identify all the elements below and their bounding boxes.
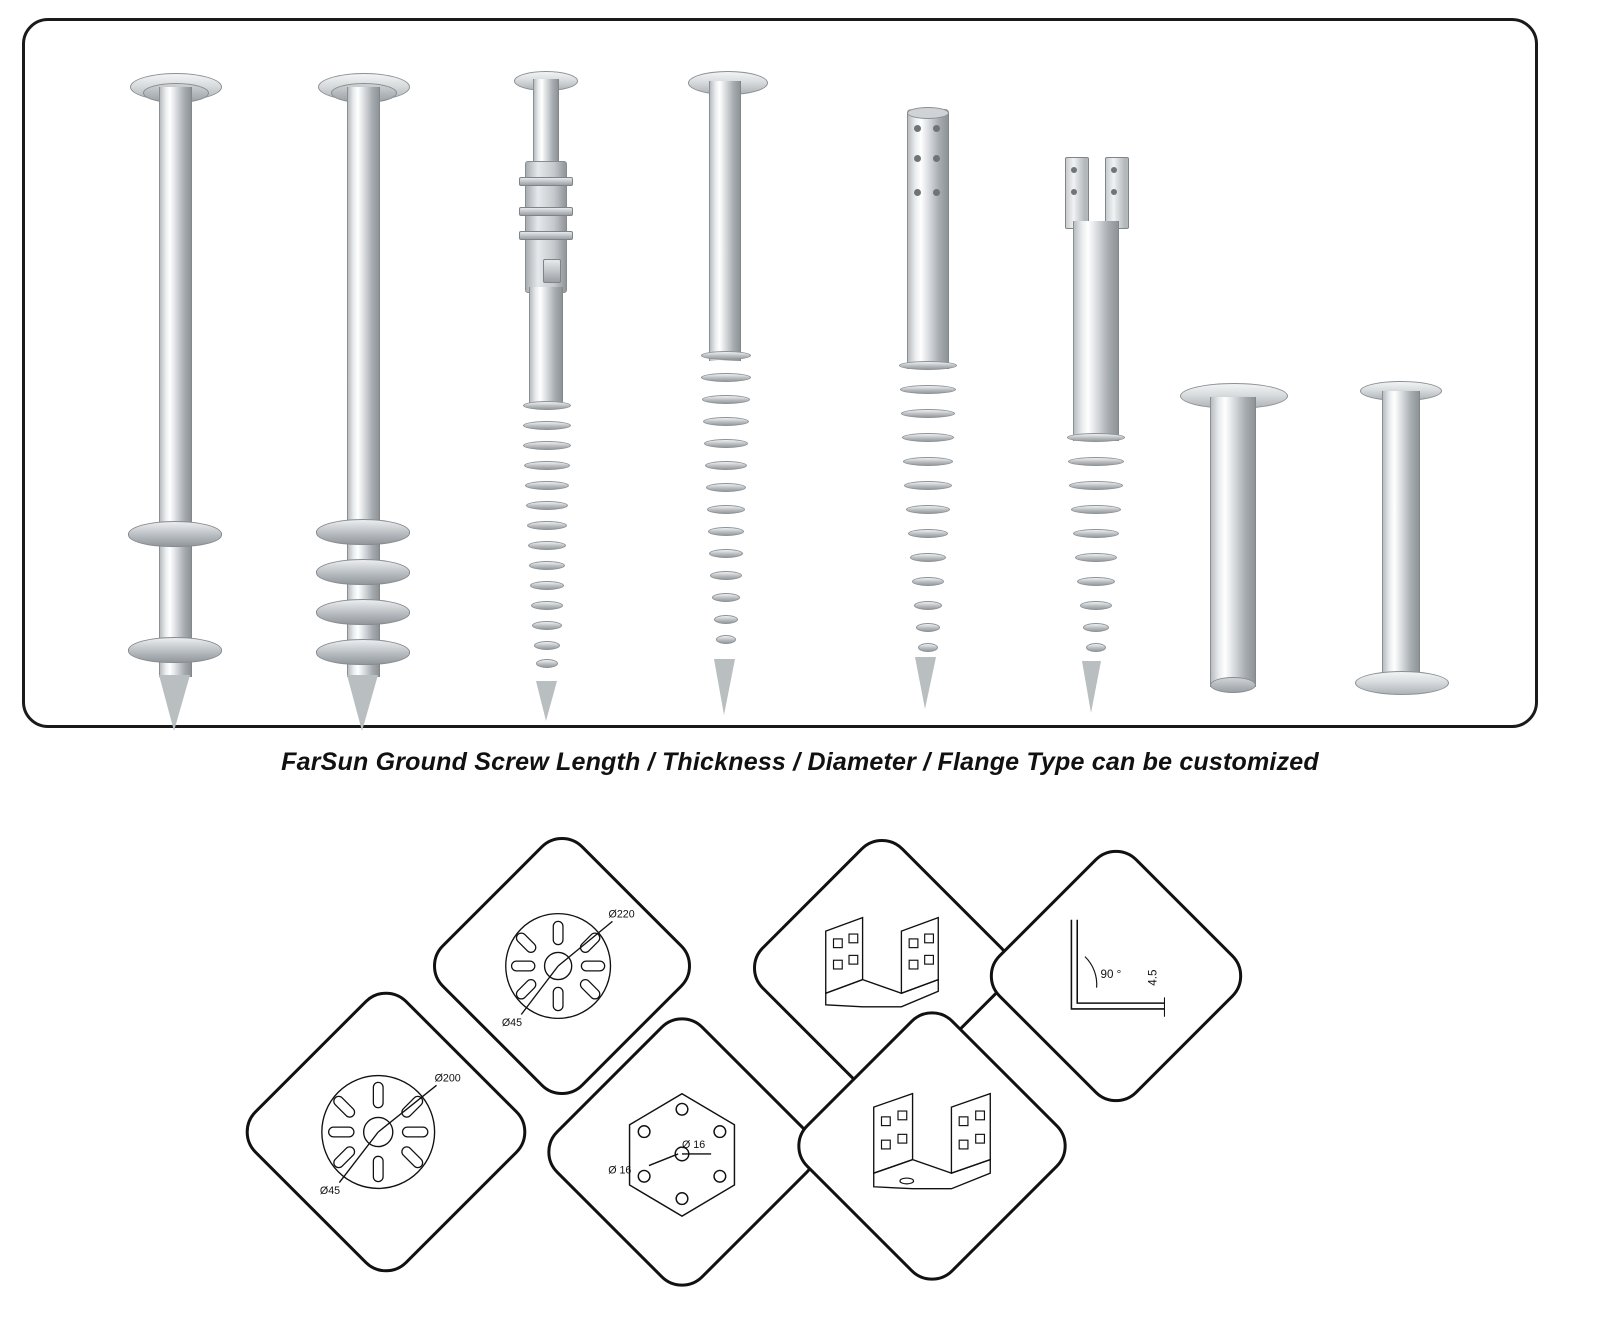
- thread-section: [1067, 433, 1123, 683]
- dimension-label: Ø 16: [682, 1139, 706, 1152]
- screw-tip: [159, 675, 190, 731]
- bracket-leg: [1065, 157, 1089, 229]
- screw-tip: [536, 681, 557, 721]
- tube-bottom-rim: [1210, 677, 1256, 693]
- open-tube-head: [907, 109, 949, 369]
- dimension-label: Ø200: [434, 1072, 461, 1085]
- bolt-hole: [914, 155, 921, 162]
- page-caption: FarSun Ground Screw Length / Thickness / Diameter / Flange Type can be customized: [281, 748, 1319, 776]
- screw-tip: [915, 657, 936, 709]
- collar-lock: [543, 259, 561, 283]
- mid-shaft: [529, 287, 563, 407]
- collar-bolt: [519, 231, 573, 240]
- screw-tip: [347, 675, 378, 731]
- screw-shaft: [159, 87, 192, 677]
- collar-bolt: [519, 177, 573, 186]
- base-plate: [1355, 671, 1449, 695]
- ground-screw-row: [25, 21, 1535, 725]
- bracket-hole: [1111, 167, 1117, 173]
- thread-section: [701, 351, 749, 661]
- flange-card-group: [0, 790, 1600, 1330]
- tube-rim: [907, 107, 949, 119]
- bolt-hole: [933, 155, 940, 162]
- flange-card-angle-inner: [982, 842, 1251, 1111]
- dimension-label: 4.5: [1146, 969, 1160, 986]
- pile-tube: [1382, 391, 1420, 681]
- angle-detail-drawing: [982, 842, 1251, 1111]
- thread-section: [899, 361, 955, 661]
- bracket-hole: [1111, 189, 1117, 195]
- bolt-hole: [933, 125, 940, 132]
- screw-shaft: [709, 81, 741, 361]
- helix-blade: [316, 599, 410, 625]
- pile-tube: [1210, 397, 1256, 687]
- flange-card-angle[interactable]: [977, 837, 1254, 1114]
- thread-section: [523, 401, 569, 681]
- dimension-label: Ø45: [319, 1185, 341, 1198]
- helix-blade: [128, 521, 222, 547]
- bracket-hole: [1071, 167, 1077, 173]
- bolt-hole: [914, 125, 921, 132]
- screw-tip: [1082, 661, 1101, 713]
- helix-blade: [316, 639, 410, 665]
- bolt-hole: [933, 189, 940, 196]
- bolt-hole: [914, 189, 921, 196]
- helix-blade: [316, 559, 410, 585]
- dimension-label: 90 °: [1100, 967, 1122, 981]
- screw-shaft: [347, 87, 380, 677]
- bracket-leg: [1105, 157, 1129, 229]
- bracket-hole: [1071, 189, 1077, 195]
- helix-blade: [128, 637, 222, 663]
- screw-shaft: [1073, 221, 1119, 441]
- ground-screw-lineup-panel: [22, 18, 1538, 728]
- collar-bolt: [519, 207, 573, 216]
- dimension-label: Ø 16: [608, 1164, 632, 1177]
- dimension-label: Ø220: [608, 908, 635, 921]
- dimension-label: Ø45: [501, 1017, 523, 1030]
- screw-tip: [714, 659, 735, 715]
- helix-blade: [316, 519, 410, 545]
